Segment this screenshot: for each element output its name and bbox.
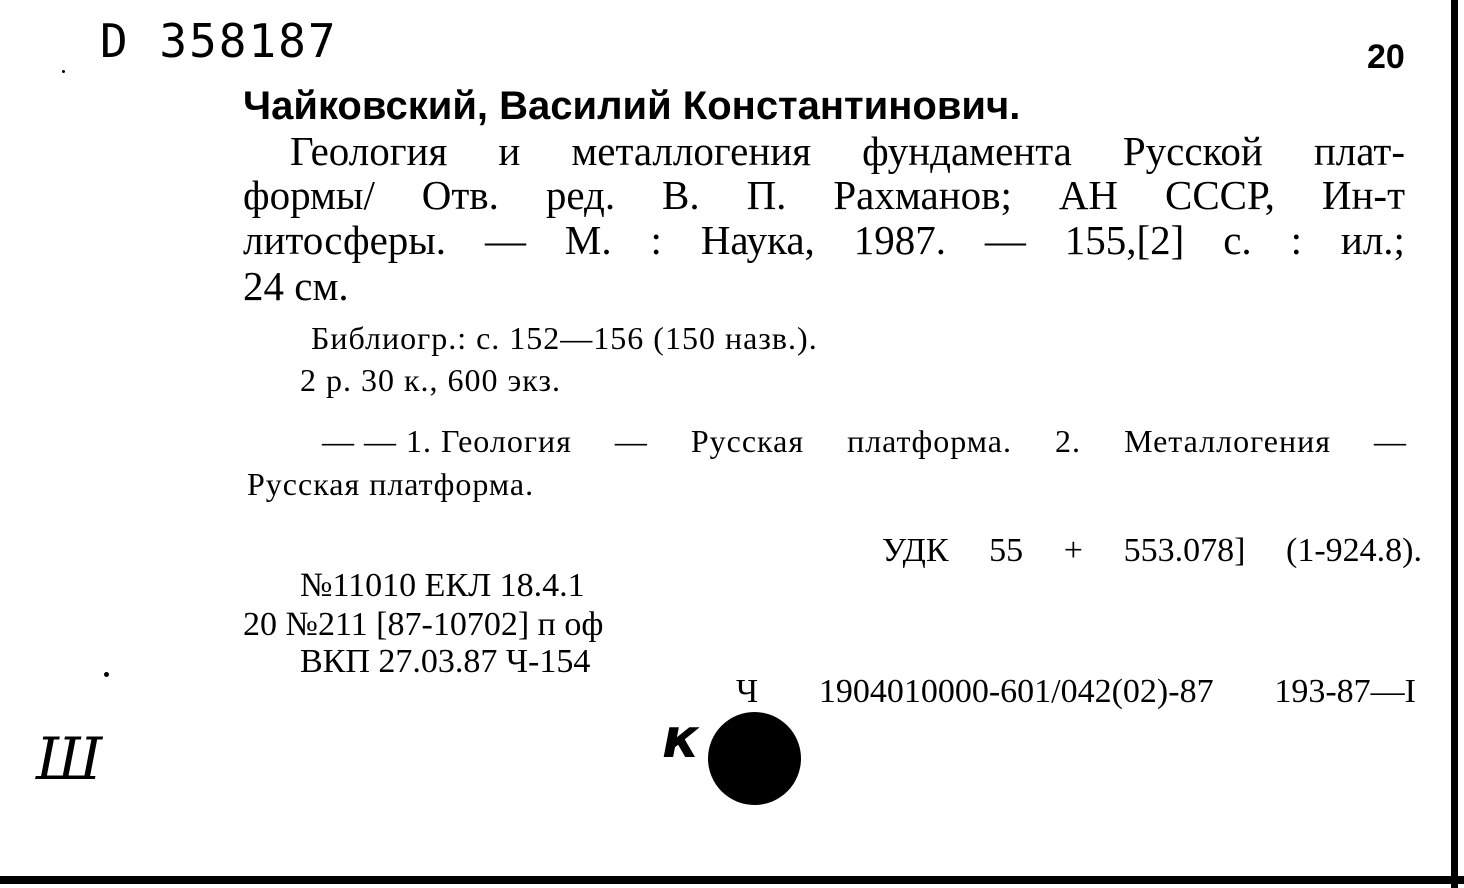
word: — xyxy=(614,423,648,459)
word: : xyxy=(1290,217,1302,263)
word: Русской xyxy=(1122,128,1263,174)
subject-headings-line-1 xyxy=(322,425,1407,457)
accession-number: D 358187 xyxy=(100,14,338,68)
word: Отв. xyxy=(421,172,499,218)
title-line-1 xyxy=(290,128,1405,174)
card-right-border xyxy=(1451,0,1458,888)
word: ред. xyxy=(545,172,616,218)
word: Рахманов; xyxy=(833,172,1012,218)
word: В. xyxy=(662,172,700,218)
udc-classification xyxy=(882,534,1422,568)
word: СССР, xyxy=(1164,172,1275,218)
word: ил.; xyxy=(1340,217,1405,263)
word: и xyxy=(498,128,521,174)
word: с. xyxy=(1223,217,1252,263)
word: 193-87—I xyxy=(1274,673,1416,710)
price-note: 2 р. 30 к., 600 экз. xyxy=(300,362,562,398)
title-line-2 xyxy=(243,172,1405,218)
record-line-1: №11010 ЕКЛ 18.4.1 xyxy=(300,567,585,604)
bibliography-note: Библиогр.: с. 152—156 (150 назв.). xyxy=(311,320,818,356)
word: 2. xyxy=(1055,423,1082,459)
word: Наука, xyxy=(700,217,815,263)
word: 155,[2] xyxy=(1064,217,1185,263)
word: : xyxy=(650,217,662,263)
word: литосферы. xyxy=(243,217,447,263)
card-bottom-border xyxy=(0,876,1464,884)
word: Русская xyxy=(690,423,805,459)
word: фундамента xyxy=(862,128,1072,174)
word: 55 xyxy=(989,532,1024,569)
word: формы/ xyxy=(243,172,375,218)
word: плат- xyxy=(1313,128,1405,174)
word: П. xyxy=(746,172,787,218)
word: 1987. xyxy=(853,217,946,263)
word: — — 1. Геология xyxy=(322,423,572,459)
word: УДК xyxy=(882,532,949,569)
word: 553.078] xyxy=(1123,532,1246,569)
word: Геология xyxy=(290,128,448,174)
punch-hole xyxy=(708,712,801,805)
word: АН xyxy=(1058,172,1119,218)
author-heading: Чайковский, Василий Константинович. xyxy=(243,84,1021,128)
record-line-3: ВКП 27.03.87 Ч-154 xyxy=(300,643,591,680)
subject-headings-line-2: Русская платформа. xyxy=(247,466,535,502)
word: — xyxy=(1374,423,1407,459)
publication-code xyxy=(736,675,1416,709)
word: — xyxy=(984,217,1026,263)
handwritten-mark: к xyxy=(662,707,699,770)
corner-mark: 20 xyxy=(1367,38,1405,76)
word: Ч xyxy=(736,673,759,710)
word: (1-924.8). xyxy=(1286,532,1422,569)
title-line-4: 24 см. xyxy=(243,263,349,309)
word: металлогения xyxy=(571,128,812,174)
title-line-3 xyxy=(243,217,1405,263)
word: + xyxy=(1063,532,1083,569)
word: Ин-т xyxy=(1321,172,1405,218)
word: платформа. xyxy=(847,423,1012,459)
ink-speck xyxy=(62,70,65,73)
word: — xyxy=(484,217,526,263)
ink-speck xyxy=(104,672,109,677)
handwritten-initials: Ш xyxy=(36,725,103,793)
word: 1904010000-601/042(02)-87 xyxy=(818,673,1214,710)
word: М. xyxy=(564,217,612,263)
word: Металлогения xyxy=(1124,423,1331,459)
record-line-2: 20 №211 [87-10702] п оф xyxy=(243,606,604,643)
